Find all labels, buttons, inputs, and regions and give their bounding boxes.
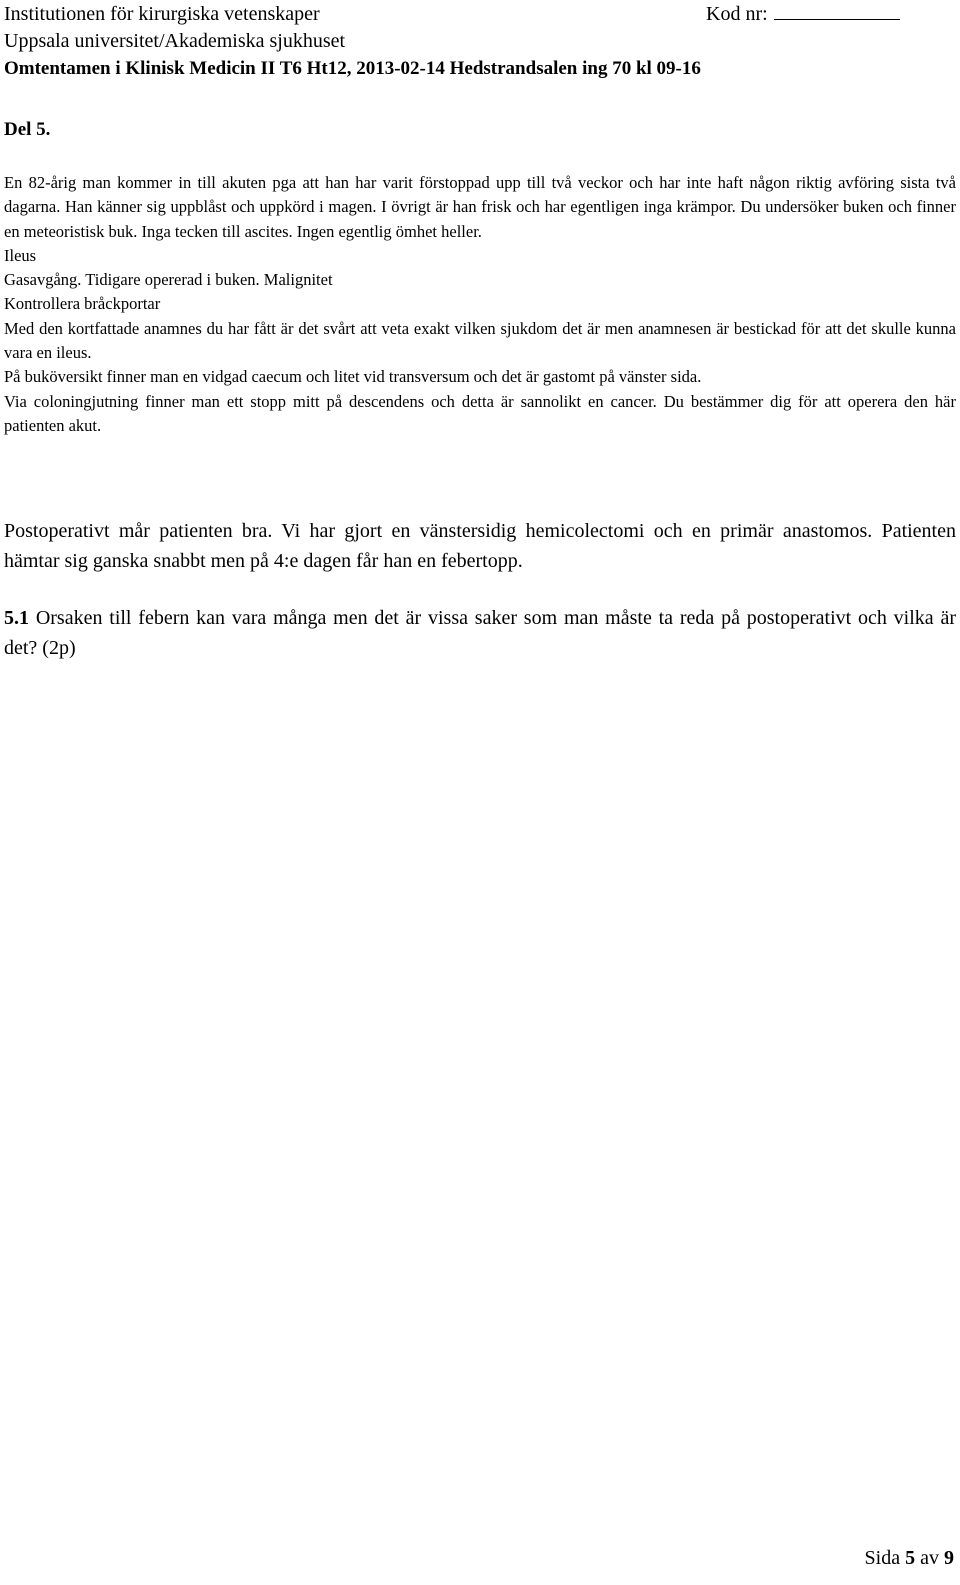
case-paragraph: Ileus [4,245,37,265]
page-separator: av [920,1547,939,1569]
section-heading: Del 5. [4,119,51,140]
page-current: 5 [905,1547,916,1569]
page-label: Sida [864,1547,901,1569]
page-total: 9 [944,1547,954,1569]
code-number-label: Kod nr: [706,3,768,25]
exam-title: Omtentamen i Klinisk Medicin II T6 Ht12, 2013-02-14 Hedstrandsalen ing 70 kl 09-16 [4,58,701,79]
case-paragraph: En 82-årig man kommer in till akuten pga att han har varit förstoppad upp till två veckor och har inte haft någon riktig avföring sista två dagarna. Han känner sig uppblåst och uppkörd i magen. I övrigt är han frisk och har egentligen inga krämpor. Du undersöker buken och finner en meteoristisk buk. Inga tecken till ascites. Ingen egentlig ömhet heller. [4,173,956,241]
code-number-field [706,2,900,26]
question-text: Orsaken till febern kan vara många men det är vissa saker som man måste ta reda på postoperativt och vilka är det? (2p) [4,607,957,659]
university-name: Uppsala universitet/Akademiska sjukhuset [4,30,346,52]
case-paragraph: Kontrollera bråckportar [4,294,161,314]
case-paragraph: På buköversikt finner man en vidgad caecum och litet vid transversum och det är gastomt på vänster sida. [4,367,702,387]
case-paragraph: Gasavgång. Tidigare opererad i buken. Malignitet [4,270,333,290]
case-description [4,171,956,438]
code-number-blank [774,2,900,20]
case-paragraph: Via coloningjutning finner man ett stopp mitt på descendens och detta är sannolikt en cancer. Du bestämmer dig för att operera den här patienten akut. [4,391,956,435]
question-5-1 [4,603,956,663]
page-footer [865,1545,954,1571]
postoperative-text: Postoperativt mår patienten bra. Vi har gjort en vänstersidig hemicolectomi och en primär anastomos. Patienten hämtar sig ganska snabbt men på 4:e dagen får han en febertopp. [4,520,956,572]
question-number: 5.1 [4,607,29,629]
case-paragraph: Med den kortfattade anamnes du har fått är det svårt att veta exakt vilken sjukdom det är men anamnesen är bestickad för att det skulle kunna vara en ileus. [4,318,956,363]
institution-name: Institutionen för kirurgiska vetenskaper [4,3,320,25]
